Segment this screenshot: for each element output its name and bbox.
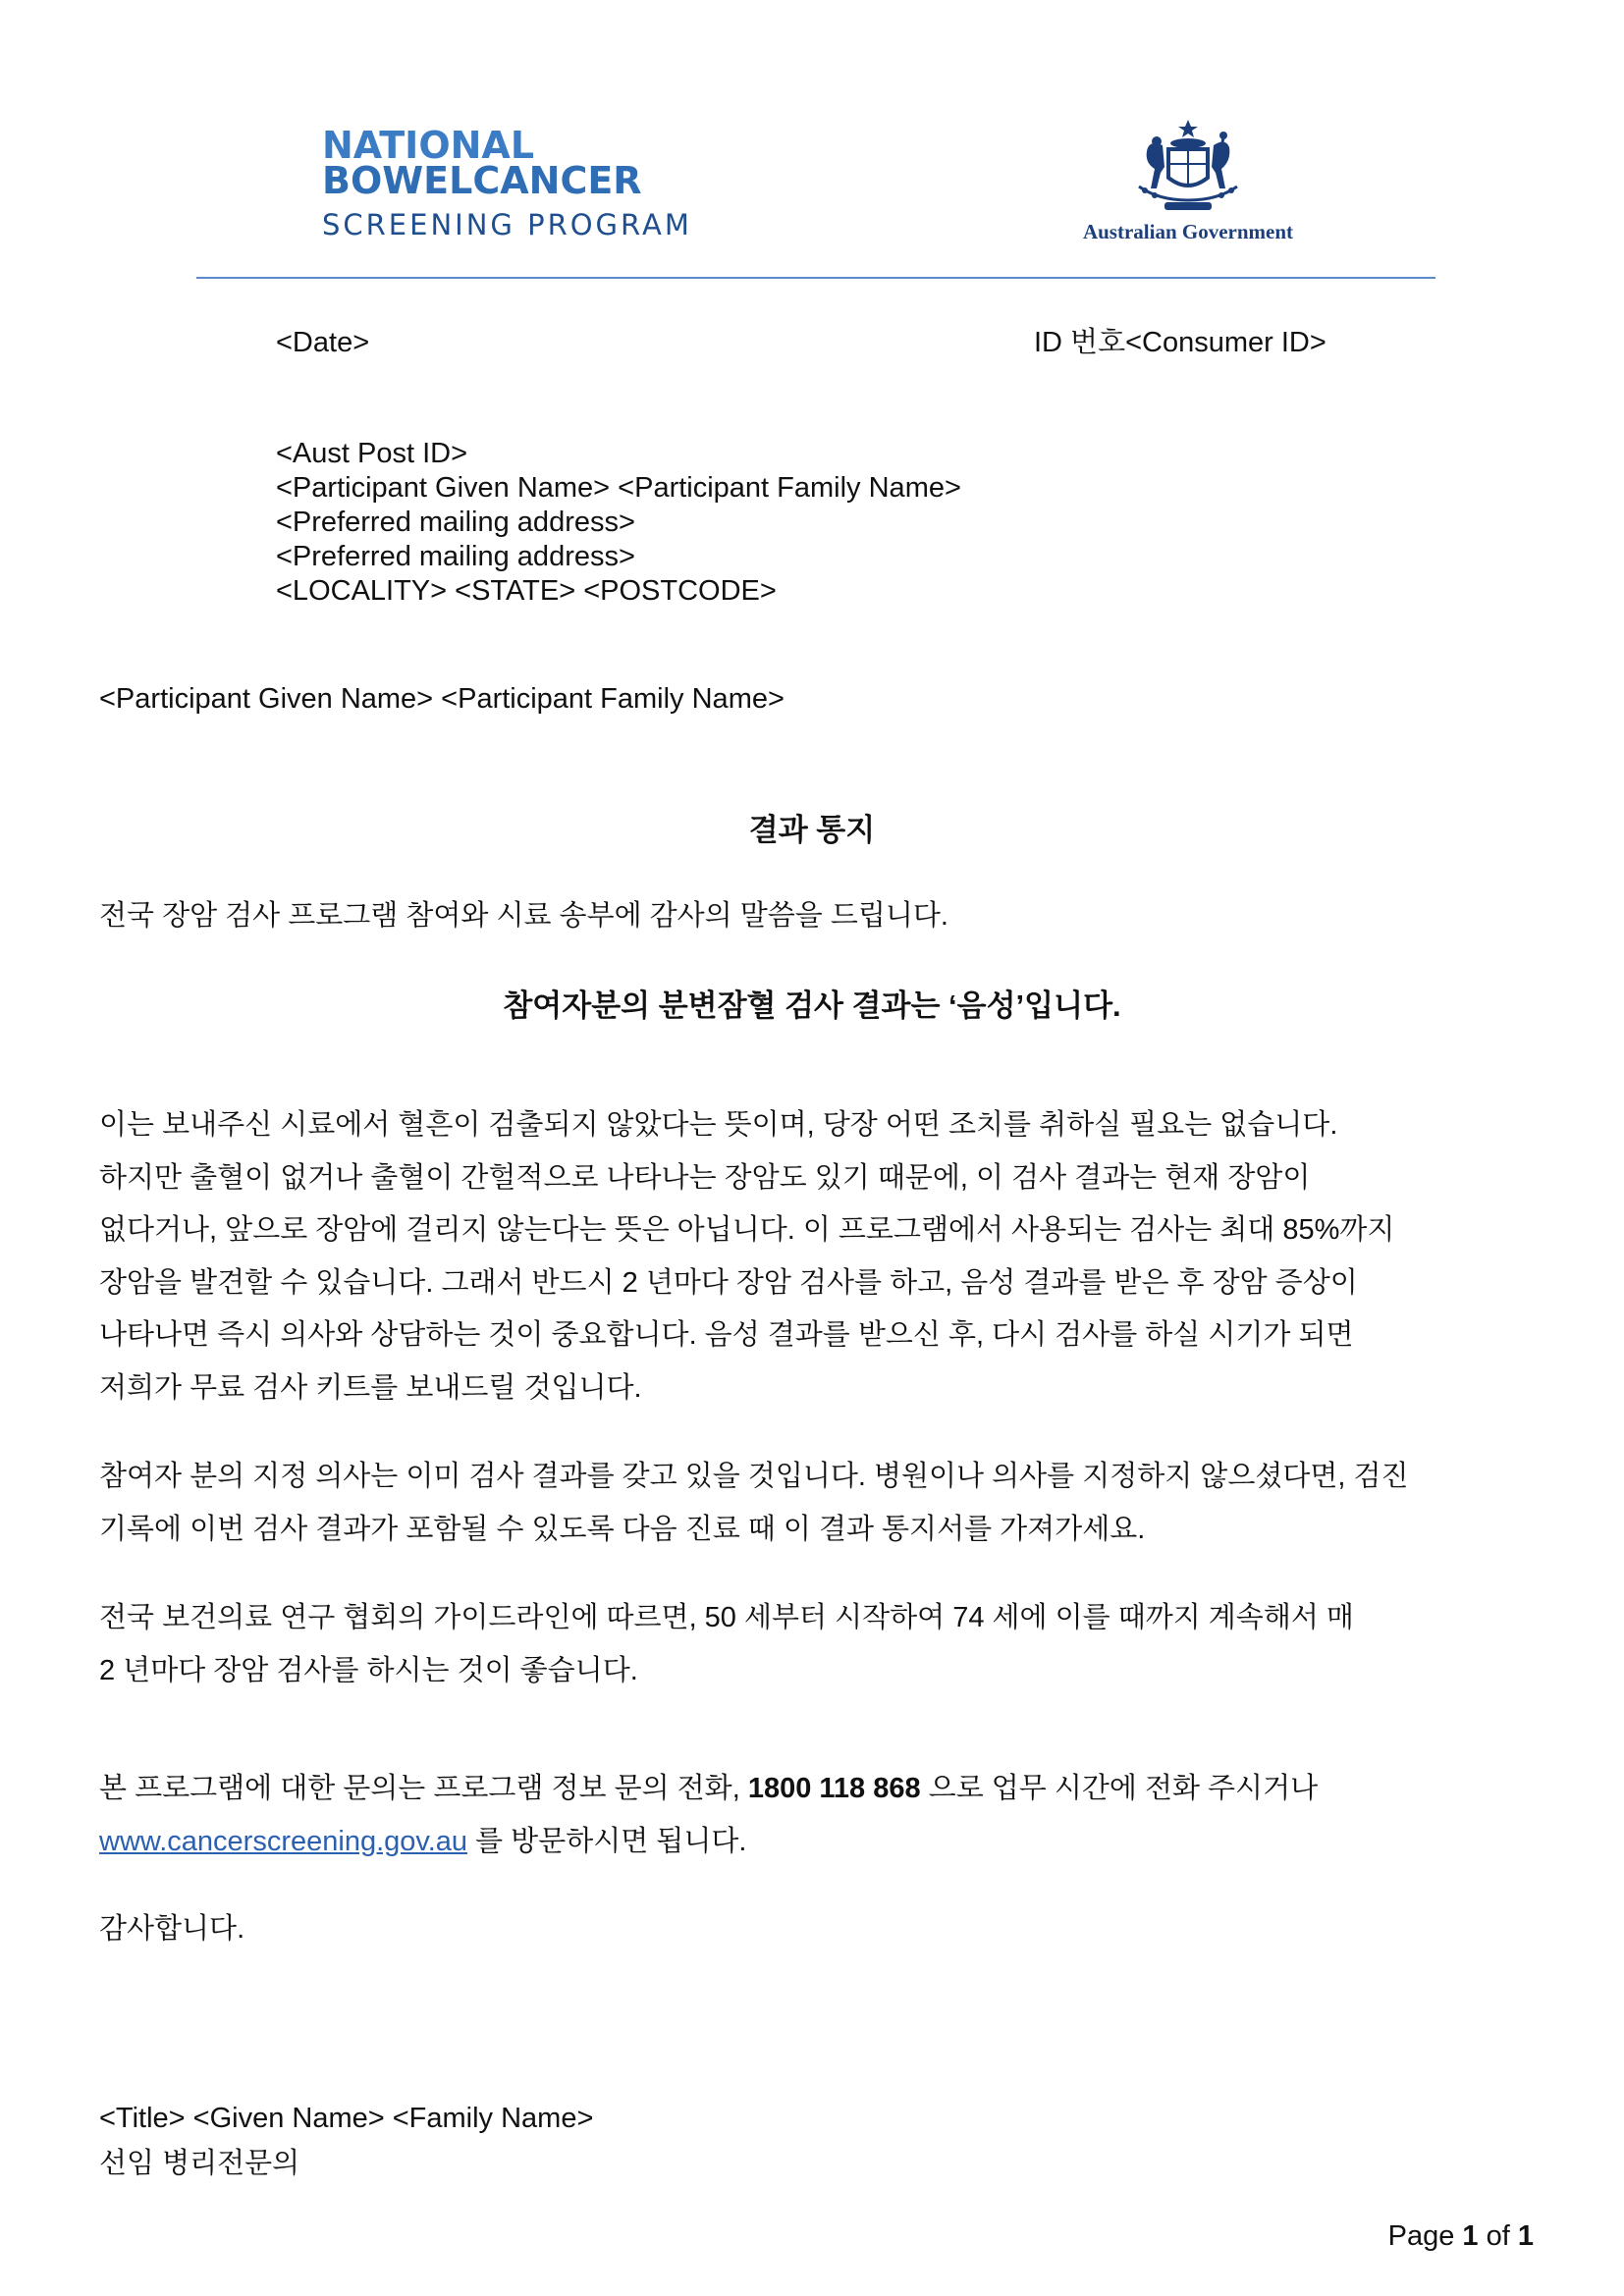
program-logo-line1: NATIONAL	[322, 124, 535, 167]
info-line-phone: 1800 118 868	[747, 1773, 921, 1804]
page-prefix: Page	[1387, 2220, 1463, 2252]
paragraph-line: 하지만 출혈이 없거나 출혈이 간헐적으로 나타나는 장암도 있기 때문에, 이 검사 결과는 현재 장암이	[99, 1161, 1311, 1194]
closing: 감사합니다.	[99, 1913, 245, 1945]
address-line: <Aust Post ID>	[276, 438, 468, 469]
paragraph-contact	[99, 1763, 1543, 1868]
contact-text: 으로 업무 시간에 전화 주시거나	[920, 1773, 1319, 1804]
signatory-role: 선임 병리전문의	[99, 2148, 300, 2179]
paragraph-guidelines	[99, 1592, 1543, 1697]
thanks-line: 전국 장암 검사 프로그램 참여와 시료 송부에 감사의 말씀을 드립니다.	[99, 900, 948, 932]
page-number	[1388, 2220, 1534, 2253]
address-line: <Preferred mailing address>	[276, 541, 635, 572]
paragraph-line: 이는 보내주신 시료에서 혈흔이 검출되지 않았다는 뜻이며, 당장 어떤 조치를 취하실 필요는 없습니다.	[99, 1109, 1338, 1141]
program-logo	[322, 124, 692, 255]
paragraph-explanation	[99, 1099, 1543, 1415]
header-divider	[196, 277, 1435, 279]
paragraph-line: 기록에 이번 검사 결과가 포함될 수 있도록 다음 진료 때 이 결과 통지서를 가져가세요.	[99, 1513, 1146, 1545]
letter-date: <Date>	[276, 327, 370, 358]
address-line: <Participant Given Name> <Participant Family Name>	[276, 472, 961, 504]
government-logo-text: Australian Government	[1082, 220, 1294, 243]
page-current: 1	[1462, 2220, 1479, 2252]
paragraph-line: 장암을 발견할 수 있습니다. 그래서 반드시 2 년마다 장암 검사를 하고, 음성 결과를 받은 후 장암 증상이	[99, 1266, 1358, 1299]
signatory-name: <Title> <Given Name> <Family Name>	[99, 2103, 594, 2134]
address-line: <LOCALITY> <STATE> <POSTCODE>	[276, 575, 777, 607]
website-link[interactable]: www.cancerscreening.gov.au	[99, 1825, 468, 1857]
page-of: of	[1478, 2220, 1518, 2252]
program-logo-line3: SCREENING PROGRAM	[322, 208, 692, 241]
program-logo-line2: BOWELCANCER	[322, 159, 642, 202]
paragraph-line: 저희가 무료 검사 키트를 보내드릴 것입니다.	[99, 1371, 642, 1404]
paragraph-line	[99, 1763, 1543, 1816]
contact-text: 본 프로그램에 대한 문의는 프로그램 정보 문의 전화,	[99, 1773, 748, 1804]
government-logo	[1041, 118, 1335, 255]
paragraph-doctor	[99, 1451, 1543, 1556]
address-line: <Preferred mailing address>	[276, 507, 635, 538]
contact-text: 를 방문하시면 됩니다.	[467, 1825, 747, 1857]
paragraph-line: 참여자 분의 지정 의사는 이미 검사 결과를 갖고 있을 것입니다. 병원이나 의사를 지정하지 않으셨다면, 검진	[99, 1461, 1409, 1492]
salutation: <Participant Given Name> <Participant Family Name>	[99, 683, 785, 715]
signature-block	[99, 2096, 593, 2186]
letter-heading: 결과 통지	[748, 813, 876, 847]
consumer-id: ID 번호<Consumer ID>	[1034, 327, 1326, 358]
paragraph-line: 나타나면 즉시 의사와 상담하는 것이 중요합니다. 음성 결과를 받으신 후, 다시 검사를 하실 시기가 되면	[99, 1319, 1354, 1351]
page-total: 1	[1517, 2220, 1534, 2252]
paragraph-line: 전국 보건의료 연구 협회의 가이드라인에 따르면, 50 세부터 시작하여 74 세에 이를 때까지 계속해서 매	[99, 1602, 1354, 1633]
paragraph-line: 없다거나, 앞으로 장암에 걸리지 않는다는 뜻은 아닙니다. 이 프로그램에서 사용되는 검사는 최대 85%까지	[99, 1214, 1395, 1246]
result-statement: 참여자분의 분변잠혈 검사 결과는 ‘음성’입니다.	[503, 988, 1121, 1023]
mailing-address	[276, 437, 961, 609]
coat-of-arms-icon	[1119, 118, 1257, 216]
paragraph-line	[99, 1816, 1543, 1869]
paragraph-line: 2 년마다 장암 검사를 하시는 것이 좋습니다.	[99, 1654, 638, 1686]
